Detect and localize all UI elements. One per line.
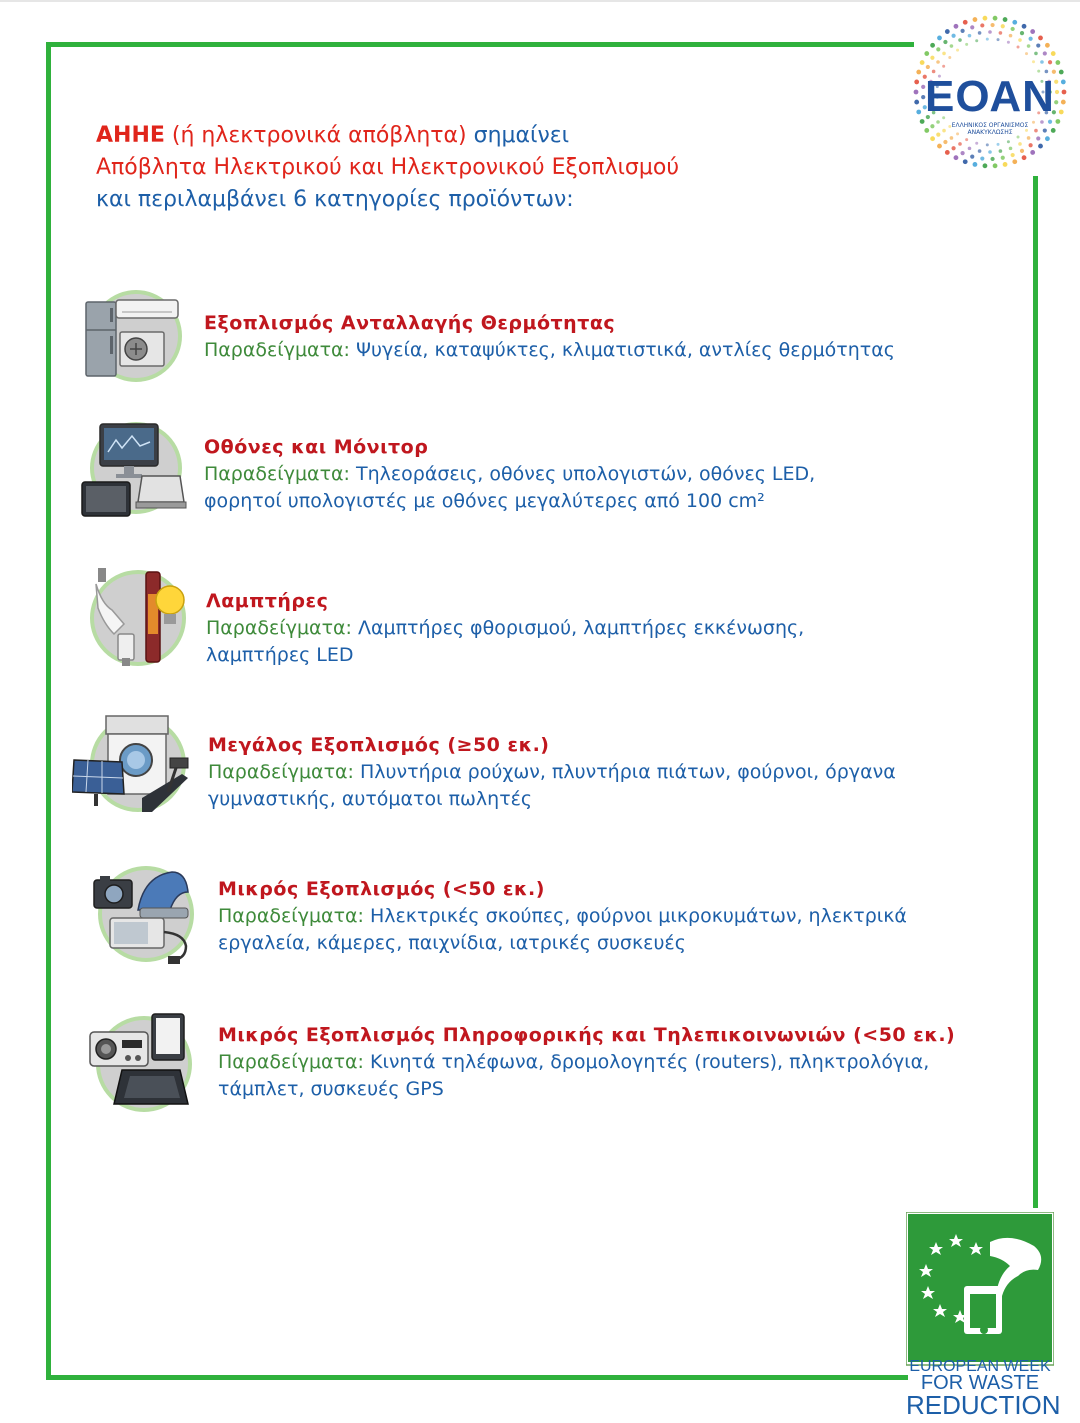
logo-subtitle: ΕΛΛΗΝΙΚΟΣ ΟΡΓΑΝΙΣΜΟΣ ΑΝΑΚΥΚΛΩΣΗΣ: [951, 122, 1029, 136]
logo-dot: [943, 140, 947, 144]
logo-dot: [1027, 44, 1031, 48]
logo-dot: [973, 162, 978, 167]
category-text: [204, 310, 895, 364]
logo-dot: [945, 29, 950, 34]
logo-dot: [1040, 60, 1044, 64]
logo-dot: [1034, 52, 1038, 56]
examples-label: Παραδείγματα:: [206, 617, 352, 639]
logo-dot: [1038, 36, 1043, 41]
logo-dot: [999, 31, 1003, 35]
logo-dot: [960, 151, 964, 155]
intro-line3: και περιλαμβάνει 6 κατηγορίες προϊόντων:: [96, 187, 574, 212]
logo-dot: [1029, 37, 1033, 41]
logo-dot: [986, 143, 989, 146]
logo-dot: [1022, 24, 1027, 29]
logo-dot: [1018, 142, 1022, 146]
logo-dot: [988, 30, 992, 34]
logo-dot: [924, 51, 929, 56]
logo-dot: [970, 25, 974, 29]
category-title: Οθόνες και Μόνιτορ: [204, 436, 429, 458]
examples-line1: Πλυντήρια ρούχων, πλυντήρια πιάτων, φούρνοι, όργανα: [360, 761, 896, 783]
logo-dot: [930, 56, 934, 60]
intro-abbr: ΑΗΗΕ: [96, 123, 165, 148]
logo-dot: [1036, 136, 1040, 140]
category-text: [204, 434, 815, 515]
logo-dot: [980, 156, 984, 160]
category-title: Λαμπτήρες: [206, 590, 329, 612]
logo-dot: [1027, 136, 1031, 140]
examples-line1: Κινητά τηλέφωνα, δρομολογητές (routers), πληκτρολόγια,: [370, 1051, 930, 1073]
logo-dot: [965, 138, 968, 141]
logo-dot: [1001, 24, 1005, 28]
logo-dot: [936, 47, 940, 51]
logo-dot: [1030, 29, 1035, 34]
examples-line2: εργαλεία, κάμερες, παιχνίδια, ιατρικές συσκευές: [218, 932, 686, 954]
logo-dot: [1055, 60, 1060, 65]
logo-dot: [1001, 156, 1005, 160]
frame-border-bottom: [46, 1375, 908, 1380]
category-examples: [218, 903, 907, 930]
logo-dot: [958, 38, 962, 42]
logo-dot: [930, 43, 935, 48]
logo-dot: [950, 44, 954, 48]
logo-dot: [999, 149, 1003, 153]
logo-dot: [997, 38, 1000, 41]
category-text: [218, 876, 907, 957]
examples-line1: Λαμπτήρες φθορισμού, λαμπτήρες εκκένωσης,: [358, 617, 805, 639]
examples-line1: Ηλεκτρικές σκούπες, φούρνοι μικροκυμάτων, ηλεκτρικά: [370, 905, 907, 927]
logo-dot: [1009, 147, 1013, 151]
category-text: [218, 1022, 955, 1103]
logo-dot: [951, 34, 955, 38]
logo-dot: [1017, 46, 1020, 49]
monitor-laptop-icon: [80, 416, 190, 526]
frame-border-top: [46, 42, 914, 47]
logo-dot: [968, 34, 972, 38]
logo-dot: [978, 149, 982, 153]
examples-label: Παραδείγματα:: [218, 905, 364, 927]
category-examples: [204, 461, 815, 488]
logo-dot: [936, 60, 940, 64]
category-text: [208, 732, 896, 813]
logo-dot: [1012, 159, 1017, 164]
logo-dot: [943, 40, 947, 44]
logo-dot: [924, 128, 929, 133]
logo-dot: [1032, 60, 1035, 63]
examples-line2: γυμναστικής, αυτόματοι πωλητές: [208, 788, 533, 810]
logo-dot: [980, 23, 984, 27]
logo-dot: [920, 60, 925, 65]
frame-border-left: [46, 42, 51, 1380]
logo-dot: [1011, 27, 1015, 31]
category-examples: [218, 1049, 955, 1076]
logo-dot: [1030, 150, 1035, 155]
logo-dot: [1038, 144, 1043, 149]
category-title: Εξοπλισμός Ανταλλαγής Θερμότητας: [204, 312, 616, 334]
examples-label: Παραδείγματα:: [204, 463, 350, 485]
examples-line1: Ψυγεία, καταψύκτες, κλιματιστικά, αντλίες θερμότητας: [356, 339, 895, 361]
examples-line2: φορητοί υπολογιστές με οθόνες μεγαλύτερες από 100 cm²: [204, 490, 765, 512]
logo-text: ΕΟΑΝ: [925, 72, 1055, 121]
logo-dot: [1048, 60, 1052, 64]
logo-dot: [937, 36, 942, 41]
logo-dot: [1020, 31, 1024, 35]
logo-dot: [1025, 52, 1028, 55]
examples-label: Παραδείγματα:: [208, 761, 354, 783]
washing-machine-icon: [72, 712, 192, 832]
logo-dot: [965, 43, 968, 46]
logo-dot: [1043, 51, 1047, 55]
logo-dot: [993, 16, 998, 21]
logo-dot: [1051, 128, 1056, 133]
logo-dot: [1011, 153, 1015, 157]
logo-dot: [950, 136, 954, 140]
category-examples: [204, 337, 895, 364]
logo-dot: [988, 150, 992, 154]
logo-dot: [1018, 38, 1022, 42]
logo-dot: [983, 163, 988, 168]
lamp-bulb-icon: [84, 564, 194, 674]
logo-dot: [963, 20, 968, 25]
logo-dot: [1029, 143, 1033, 147]
ewwr-line2: FOR WASTE: [920, 1372, 1040, 1394]
examples-label: Παραδείγματα:: [218, 1051, 364, 1073]
logo-dot: [970, 155, 974, 159]
logo-dot: [926, 65, 930, 69]
logo-dot: [954, 24, 959, 29]
logo-dot: [951, 146, 955, 150]
examples-label: Παραδείγματα:: [204, 339, 350, 361]
logo-dot: [1007, 140, 1010, 143]
logo-dot: [942, 52, 946, 56]
category-title: Μικρός Εξοπλισμός Πληροφορικής και Τηλεπικοινωνιών (<50 εκ.): [218, 1024, 956, 1046]
logo-dot: [945, 150, 950, 155]
logo-dot: [990, 23, 994, 27]
logo-dot: [1009, 34, 1013, 38]
logo-dot: [1007, 41, 1010, 44]
intro-text: [96, 120, 679, 216]
category-examples: [208, 759, 896, 786]
intro-paren: (ή ηλεκτρονικά απόβλητα): [171, 123, 467, 148]
intro-line2: Απόβλητα Ηλεκτρικού και Ηλεκτρονικού Εξοπλισμού: [96, 155, 680, 180]
tablet-radio-icon: [88, 1008, 198, 1118]
logo-dot: [1020, 149, 1024, 153]
logo-dot: [978, 31, 982, 35]
logo-dot: [986, 38, 989, 41]
top-divider: [0, 0, 1080, 2]
examples-line2: τάμπλετ, συσκευές GPS: [218, 1078, 444, 1100]
logo-dot: [968, 147, 972, 151]
category-text: [206, 588, 804, 669]
examples-line1: Τηλεοράσεις, οθόνες υπολογιστών, οθόνες LED,: [356, 463, 816, 485]
logo-dot: [948, 56, 951, 59]
logo-dot: [1045, 43, 1050, 48]
logo-dot: [997, 143, 1000, 146]
examples-line2: λαμπτήρες LED: [206, 644, 354, 666]
logo-dot: [942, 65, 945, 68]
logo-dot: [975, 142, 978, 145]
logo-dot: [1036, 43, 1040, 47]
category-examples: [206, 615, 804, 642]
ewwr-line1: EUROPEAN WEEK: [909, 1358, 1051, 1375]
logo-dot: [1003, 162, 1008, 167]
ewwr-line3: REDUCTION: [906, 1390, 1061, 1420]
logo-dot: [983, 16, 988, 21]
logo-dot: [937, 144, 942, 149]
frame-border-right: [1033, 176, 1038, 1208]
logo-dot: [993, 163, 998, 168]
logo-dot: [956, 49, 959, 52]
logo-dot: [975, 39, 978, 42]
logo-dot: [1003, 17, 1008, 22]
logo-dot: [930, 136, 935, 141]
logo-dot: [1012, 20, 1017, 25]
category-title: Μικρός Εξοπλισμός (<50 εκ.): [218, 878, 545, 900]
logo-dot: [990, 157, 994, 161]
logo-dot: [1045, 136, 1050, 141]
logo-dot: [1051, 51, 1056, 56]
intro-rest: σημαίνει: [473, 123, 570, 148]
logo-dot: [954, 155, 959, 160]
logo-dot: [958, 142, 962, 146]
logo-dot: [963, 159, 968, 164]
logo-dot: [960, 29, 964, 33]
fridge-aircon-icon: [80, 288, 190, 398]
logo-dot: [1022, 155, 1027, 160]
logo-dot: [973, 17, 978, 22]
category-title: Μεγάλος Εξοπλισμός (≥50 εκ.): [208, 734, 550, 756]
eoan-logo: [910, 10, 1070, 175]
iron-camera-icon: [90, 862, 200, 972]
